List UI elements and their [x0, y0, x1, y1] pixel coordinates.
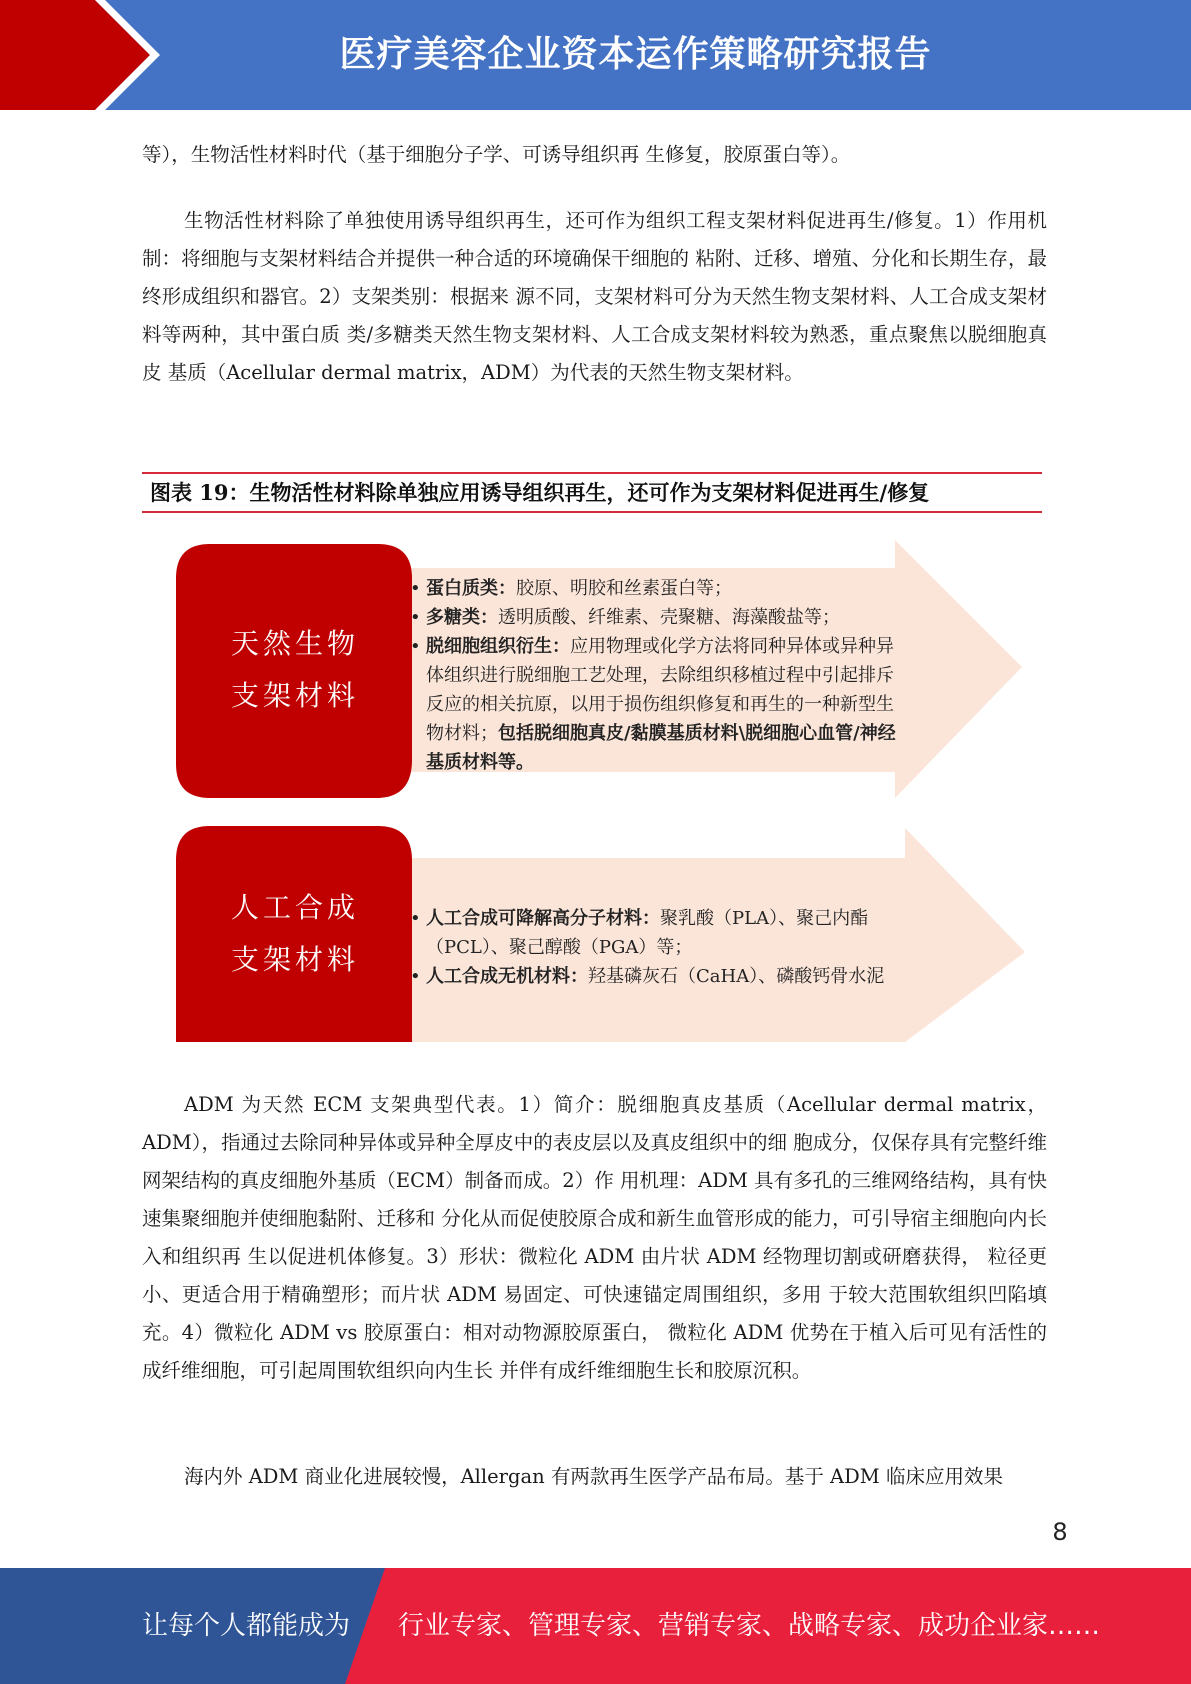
header-chevron-icon: [0, 0, 160, 110]
page-number: 8: [1052, 1518, 1068, 1546]
page-footer: [0, 1568, 1191, 1684]
paragraph-continuation: 等），生物活性材料时代（基于细胞分子学、可诱导组织再 生修复，胶原蛋白等）。: [142, 143, 851, 166]
list-item: [410, 904, 890, 962]
synthetic-scaffold-title-line1: 人工合成: [230, 891, 359, 924]
item-text: 聚乳酸（PLA）、聚己内酯（PCL）、聚己醇酸（PGA）等；: [426, 908, 869, 958]
natural-scaffold-list: [410, 574, 910, 777]
list-item: [410, 574, 910, 603]
item-bold-label: 脱细胞组织衍生：: [426, 636, 570, 657]
paragraph-adm-intro: ADM 为天然 ECM 支架典型代表。1）简介：脱细胞真皮基质（Acellular dermal matrix，ADM），指通过去除同种异体或异种全厚皮中的表皮层以及真皮组织中的细 胞成分，仅保存具有完整纤维网架结构的真皮细胞外基质（ECM）制备而成。2）作 用机理：ADM 具有多孔的三维网络结构，具有快速集聚细胞并使细胞黏附、迁移和 分化从而促使胶原合成和新生血管形成的能力，可引导宿主细胞向内长入和组织再 生以促进机体修复。3）形状：微粒化 ADM 由片状 ADM 经物理切割或研磨获得， 粒径更小、更适合用于精确塑形；而片状 ADM 易固定、可快速锚定周围组织，多用 于较大范围软组织凹陷填充。4）微粒化 ADM vs 胶原蛋白：相对动物源胶原蛋白， 微粒化 ADM 优势在于植入后可见有活性的成纤维细胞，可引起周围软组织向内生长 并伴有成纤维细胞生长和胶原沉积。: [142, 1093, 1047, 1382]
report-title: 医疗美容企业资本运作策略研究报告: [339, 34, 932, 75]
item-text: 应用物理或化学方法将同种异体或异种异体组织进行脱细胞工艺处理，去除组织移植过程中引起排斥反应的相关抗原，以用于损伤组织修复和再生的一种新型生物材料；: [426, 636, 894, 744]
item-bold-tail: 包括脱细胞真皮/黏膜基质材料\脱细胞心血管/神经基质材料等。: [426, 723, 896, 773]
natural-scaffold-title-line2: 支架材料: [230, 679, 359, 712]
item-bold-label: 人工合成可降解高分子材料：: [426, 908, 660, 929]
item-text: 胶原、明胶和丝素蛋白等；: [516, 578, 732, 599]
paragraph-adm-commercial: 海内外 ADM 商业化进展较慢，Allergan 有两款再生医学产品布局。基于 ADM 临床应用效果: [184, 1465, 1003, 1488]
natural-scaffold-title-line1: 天然生物: [230, 627, 359, 660]
item-bold-label: 多糖类：: [426, 607, 498, 628]
item-bold-label: 蛋白质类：: [426, 578, 516, 599]
list-item: [410, 962, 890, 991]
synthetic-scaffold-title-line2: 支架材料: [230, 943, 359, 976]
item-text: 透明质酸、纤维素、壳聚糖、海藻酸盐等；: [498, 607, 840, 628]
caption-bottom-rule: [142, 511, 1042, 513]
synthetic-scaffold-list: [410, 904, 890, 991]
caption-top-rule: [142, 472, 1042, 474]
item-bold-label: 人工合成无机材料：: [426, 966, 588, 987]
footer-slogan-left: 让每个人都能成为: [142, 1611, 351, 1641]
page-header: [0, 0, 1191, 110]
footer-slogan-right: 行业专家、管理专家、营销专家、战略专家、成功企业家……: [398, 1611, 1101, 1641]
synthetic-scaffold-title: [180, 882, 410, 986]
paragraph-bioactive-materials: 生物活性材料除了单独使用诱导组织再生，还可作为组织工程支架材料促进再生/修复。1）作用机制：将细胞与支架材料结合并提供一种合适的环境确保干细胞的 粘附、迁移、增殖、分化和长期生存，最终形成组织和器官。2）支架类别：根据来 源不同，支架材料可分为天然生物支架材料、人工合成支架材料等两种，其中蛋白质 类/多糖类天然生物支架材料、人工合成支架材料较为熟悉，重点聚焦以脱细胞真皮 基质（Acellular dermal matrix，ADM）为代表的天然生物支架材料。: [142, 209, 1047, 384]
list-item: [410, 632, 910, 777]
figure-caption: 图表 19：生物活性材料除单独应用诱导组织再生，还可作为支架材料促进再生/修复: [150, 480, 930, 505]
scaffold-material-diagram: [170, 540, 1030, 1045]
list-item: [410, 603, 910, 632]
natural-scaffold-title: [180, 618, 410, 722]
item-text: 羟基磷灰石（CaHA）、磷酸钙骨水泥: [588, 966, 885, 987]
